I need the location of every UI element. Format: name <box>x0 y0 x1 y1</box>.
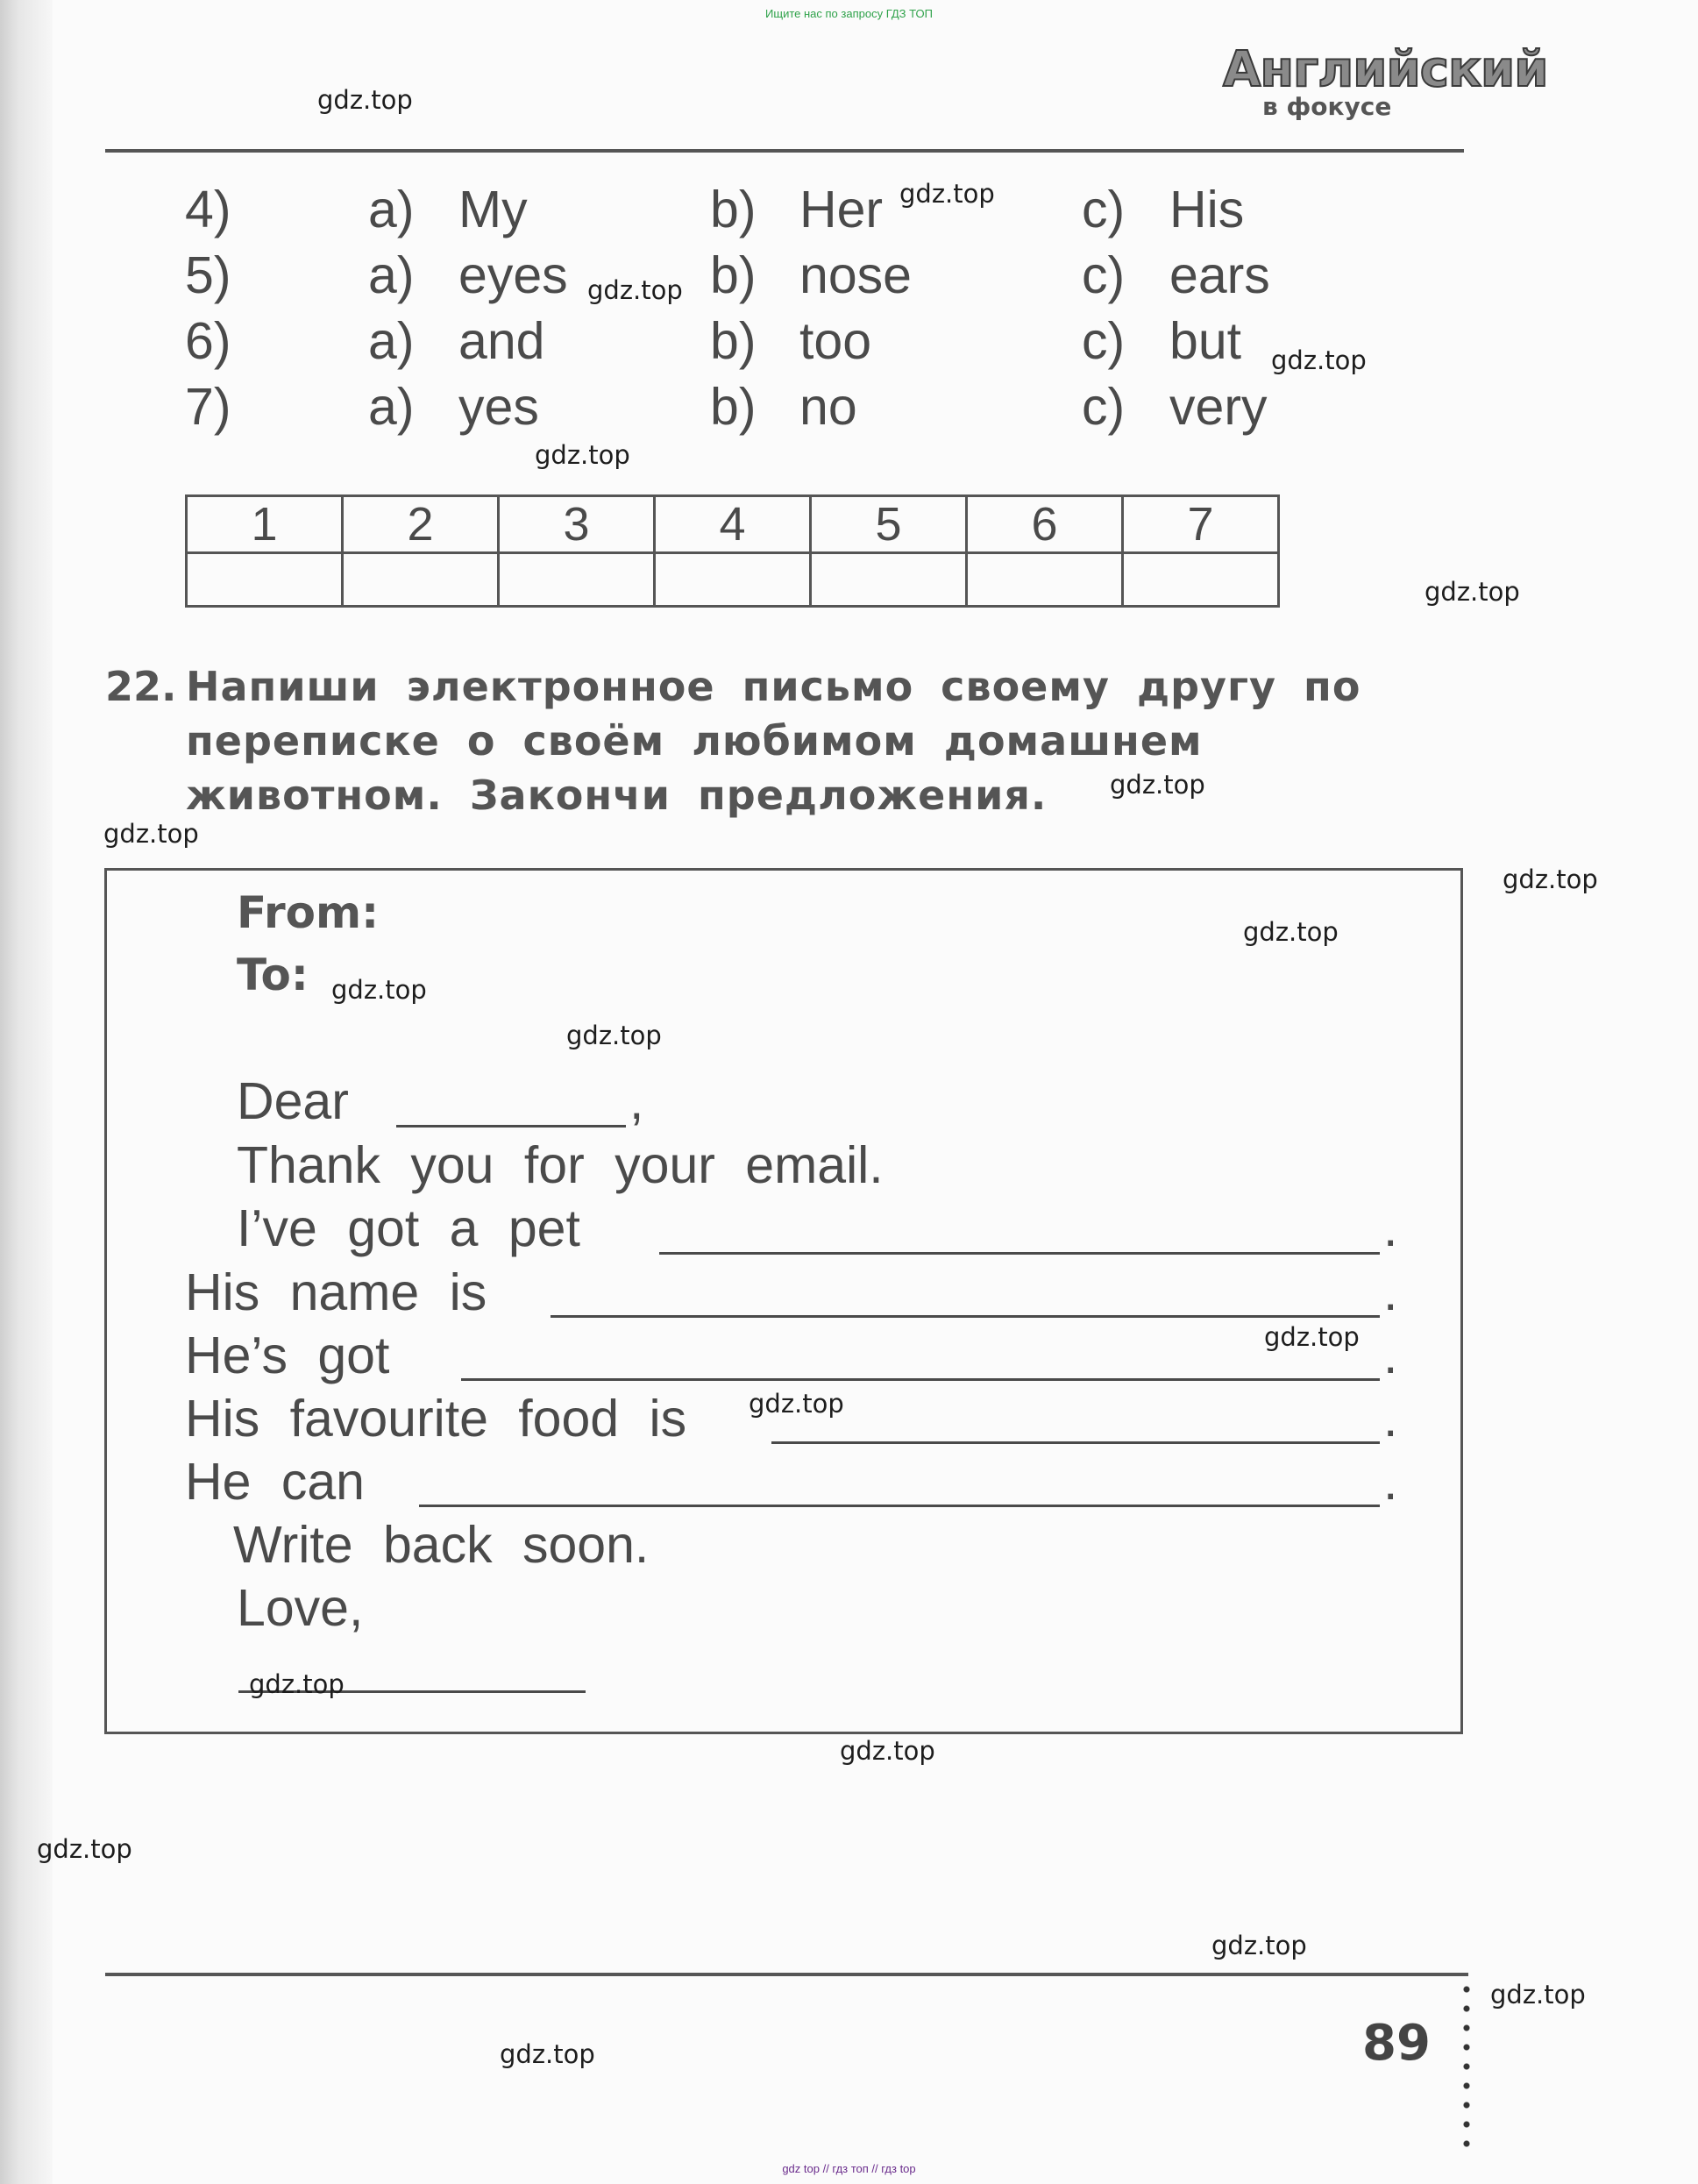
watermark-text: gdz.top <box>1110 770 1205 800</box>
watermark-text: gdz.top <box>1264 1322 1360 1352</box>
watermark-text: gdz.top <box>331 975 427 1005</box>
option-b: Her <box>799 181 884 238</box>
header-rule <box>105 149 1464 153</box>
email-pet-line: I’ve got a pet <box>237 1199 580 1257</box>
option-a: eyes <box>458 246 568 304</box>
name-blank[interactable] <box>551 1315 1380 1318</box>
option-c: ears <box>1169 246 1270 304</box>
watermark-text: gdz.top <box>535 440 630 470</box>
option-c-label: c) <box>1082 312 1126 370</box>
task-instructions: Напиши электронное письмо своему другу по переписке о своём любимом домашнем животном. Закончи предложения. <box>186 663 1361 819</box>
email-from-label: From: <box>237 887 380 938</box>
option-a-label: a) <box>368 181 415 238</box>
option-b-label: b) <box>710 312 757 370</box>
watermark-text: gdz.top <box>587 275 683 305</box>
pet-period: . <box>1383 1199 1398 1257</box>
answer-table-header-row <box>187 496 1279 553</box>
option-c-label: c) <box>1082 378 1126 436</box>
answer-cell[interactable] <box>1123 553 1279 607</box>
page-number: 89 <box>1362 2015 1431 2072</box>
option-number: 5) <box>185 246 231 304</box>
answer-cell[interactable] <box>187 553 343 607</box>
option-b: too <box>799 312 872 370</box>
answer-cell[interactable] <box>499 553 655 607</box>
pet-blank[interactable] <box>659 1252 1380 1255</box>
got-period: . <box>1383 1327 1398 1384</box>
email-thanks-line: Thank you for your email. <box>237 1136 884 1194</box>
option-a: My <box>458 181 528 238</box>
option-c: but <box>1169 312 1242 370</box>
email-name-line: His name is <box>185 1263 487 1321</box>
option-b: nose <box>799 246 912 304</box>
option-c-label: c) <box>1082 181 1126 238</box>
email-dear-text: Dear <box>237 1072 349 1130</box>
top-search-note[interactable]: Ищите нас по запросу ГДЗ ТОП <box>765 7 933 20</box>
option-number: 4) <box>185 181 231 238</box>
answer-table-header: 6 <box>967 496 1123 553</box>
email-love-line: Love, <box>237 1579 364 1637</box>
watermark-text: gdz.top <box>1271 345 1367 375</box>
watermark-text: gdz.top <box>1503 864 1598 894</box>
option-a-label: a) <box>368 378 415 436</box>
option-c-label: c) <box>1082 246 1126 304</box>
dear-comma: , <box>629 1072 644 1130</box>
food-period: . <box>1383 1390 1398 1448</box>
option-b-label: b) <box>710 378 757 436</box>
answer-cell[interactable] <box>967 553 1123 607</box>
footer-rule <box>105 1973 1468 1976</box>
can-blank[interactable] <box>419 1505 1380 1507</box>
dear-blank[interactable] <box>396 1125 626 1128</box>
answer-table-header: 4 <box>655 496 811 553</box>
option-a-label: a) <box>368 246 415 304</box>
watermark-text: gdz.top <box>566 1021 662 1050</box>
option-a: yes <box>458 378 539 436</box>
option-c: very <box>1169 378 1268 436</box>
answer-table-header: 5 <box>811 496 967 553</box>
logo-subtitle: в фокусе <box>1262 92 1392 121</box>
option-number: 7) <box>185 378 231 436</box>
answer-cell[interactable] <box>811 553 967 607</box>
can-period: . <box>1383 1453 1398 1511</box>
answer-cell[interactable] <box>343 553 499 607</box>
watermark-text: gdz.top <box>37 1834 132 1864</box>
answer-table-header: 3 <box>499 496 655 553</box>
watermark-text: gdz.top <box>749 1389 844 1419</box>
watermark-text: gdz.top <box>1490 1980 1586 2010</box>
watermark-text: gdz.top <box>249 1669 345 1699</box>
email-to-label: To: <box>237 950 309 1000</box>
option-b-label: b) <box>710 181 757 238</box>
got-blank[interactable] <box>461 1378 1380 1381</box>
answer-table-answer-row <box>187 553 1279 607</box>
answer-table <box>185 494 1280 608</box>
option-b-label: b) <box>710 246 757 304</box>
option-a-label: a) <box>368 312 415 370</box>
email-got-line: He’s got <box>185 1327 390 1384</box>
option-a: and <box>458 312 545 370</box>
watermark-text: gdz.top <box>1243 917 1339 947</box>
food-blank[interactable] <box>771 1441 1380 1444</box>
watermark-text: gdz.top <box>899 179 995 209</box>
watermark-text: gdz.top <box>1424 577 1520 607</box>
watermark-text: gdz.top <box>1211 1931 1307 1960</box>
edge-dots-decoration <box>1463 1980 1470 2155</box>
answer-table-header: 7 <box>1123 496 1279 553</box>
watermark-text: gdz.top <box>840 1736 935 1766</box>
answer-table-header: 2 <box>343 496 499 553</box>
book-logo <box>1223 41 1548 123</box>
watermark-text: gdz.top <box>500 2039 595 2069</box>
watermark-text: gdz.top <box>103 819 199 849</box>
email-food-line: His favourite food is <box>185 1390 687 1448</box>
option-c: His <box>1169 181 1245 238</box>
name-period: . <box>1383 1263 1398 1321</box>
logo-title: Английский <box>1223 41 1548 98</box>
email-write-back-line: Write back soon. <box>233 1516 650 1574</box>
option-number: 6) <box>185 312 231 370</box>
watermark-text: gdz.top <box>317 85 413 115</box>
task-number: 22. <box>105 663 177 710</box>
option-b: no <box>799 378 857 436</box>
email-can-line: He can <box>185 1453 365 1511</box>
answer-cell[interactable] <box>655 553 811 607</box>
answer-table-header: 1 <box>187 496 343 553</box>
bottom-site-note[interactable]: gdz top // гдз топ // гдз top <box>782 2162 916 2175</box>
